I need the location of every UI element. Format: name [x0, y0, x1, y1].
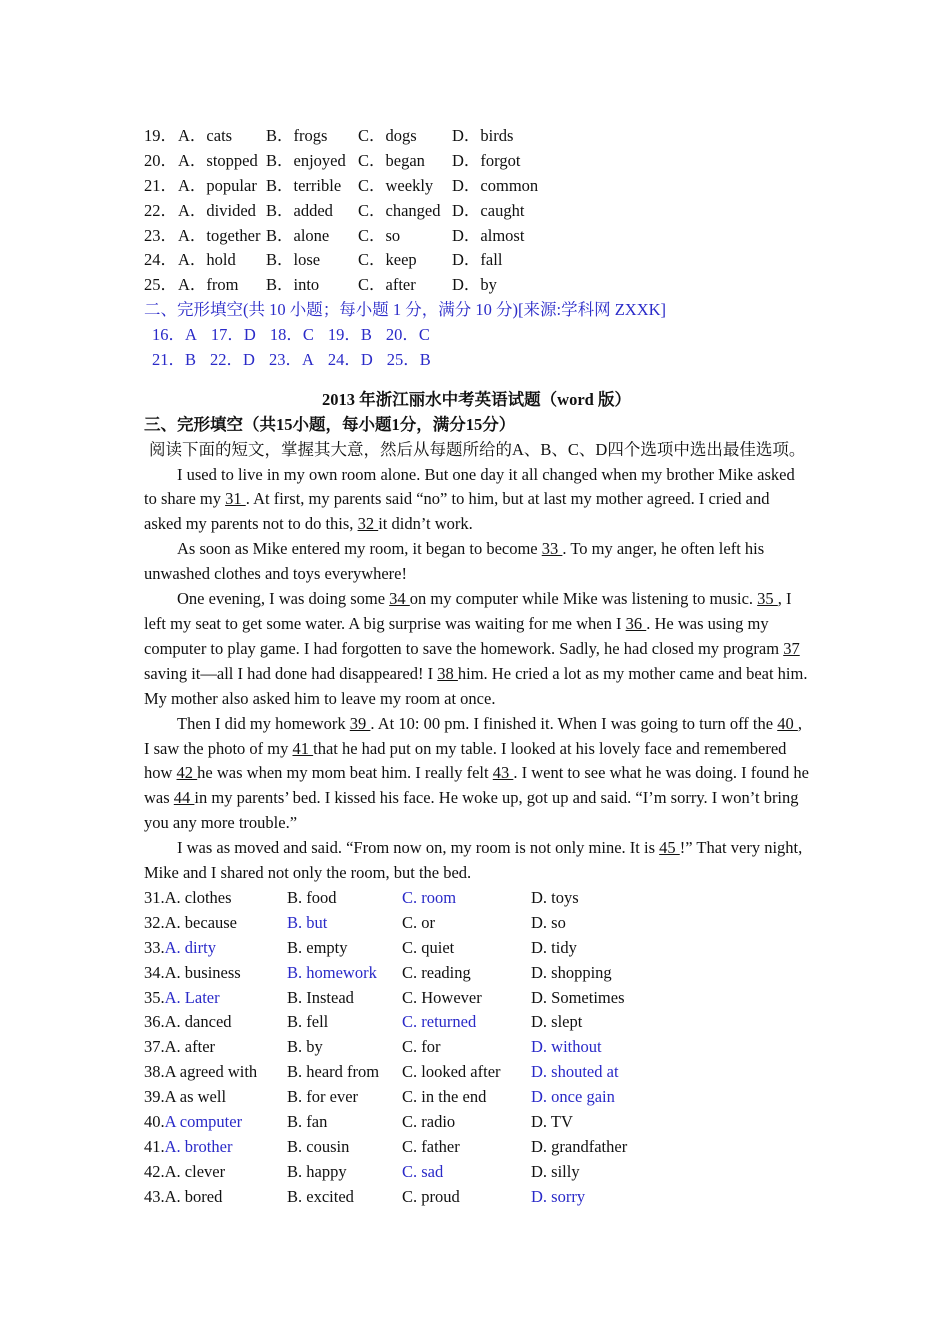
option-text: B. empty [287, 937, 348, 957]
document-page [144, 124, 809, 1210]
option-text: D. without [531, 1037, 602, 1057]
option-d: D．caught [452, 200, 525, 220]
blank-45: 45 [659, 838, 680, 858]
option-text: C. in the end [402, 1087, 487, 1107]
blank-42: 42 [176, 763, 198, 783]
option-text: A computer [164, 1112, 243, 1131]
option-c [402, 1110, 531, 1135]
option-a [144, 936, 287, 961]
answer-key: 19．B [327, 325, 372, 345]
option-text: B. excited [287, 1186, 354, 1206]
option-c [402, 1135, 531, 1160]
option-b [287, 936, 402, 961]
option-d [531, 936, 651, 961]
option-d: D．birds [452, 126, 514, 145]
question-number: 37. [144, 1037, 165, 1057]
option-text: D. TV [531, 1112, 573, 1131]
option-row [144, 1185, 809, 1210]
question-number: 25． [144, 275, 177, 295]
option-text: D. shopping [531, 962, 612, 982]
blank-31: 31 [225, 489, 246, 509]
option-d [531, 1160, 651, 1185]
blank-40: 40 [777, 713, 798, 733]
option-b: B．terrible [266, 175, 342, 195]
option-b [287, 1160, 402, 1185]
option-c [402, 911, 531, 936]
option-b [287, 1135, 402, 1160]
passage-paragraph-3: One evening, I was doing some 34 on my computer while Mike was listening to music. 35 , I left my seat to get some water. A big surprise was waiting for me when I 36 . He was using my computer to play game. I had forgotten to save the homework. Sadly, he had closed my program 37 saving it—all I had done had disappeared! I 38 him. He cried a lot as my mother came and beat him. My mother also asked him to leave my room at once. [144, 589, 808, 708]
option-c: C．dogs [358, 126, 417, 145]
option-b: B．added [266, 200, 333, 220]
option-c: C．after [358, 275, 416, 295]
blank-32: 32 [357, 514, 379, 534]
option-b: B．enjoyed [266, 150, 346, 170]
option-text: D. shouted at [531, 1062, 619, 1082]
option-d [531, 911, 651, 936]
option-a [144, 1060, 287, 1085]
option-b: B．lose [266, 250, 321, 270]
option-text: A. bored [164, 1186, 223, 1206]
document-title: 2013 年浙江丽水中考英语试题（word 版） [322, 389, 631, 409]
option-text: C. However [402, 987, 482, 1007]
option-b [287, 1085, 402, 1110]
question-number: 43. [144, 1186, 165, 1206]
option-b [287, 1035, 402, 1060]
option-d: D．forgot [452, 150, 521, 170]
passage-paragraph-2: As soon as Mike entered my room, it began to become 33 . To my anger, he often left his unwashed clothes and toys everywhere! [144, 539, 765, 584]
option-b: B．frogs [266, 126, 328, 145]
blank-35: 35 [757, 589, 778, 609]
answer-key: 16．A [152, 325, 197, 345]
option-a [144, 961, 287, 986]
option-text: D. silly [531, 1161, 580, 1181]
previous-answers-row-2 [144, 348, 809, 373]
option-a [144, 1110, 287, 1135]
option-text: B. Instead [287, 987, 354, 1007]
previous-answer-heading: 二、完形填空(共 10 小题；每小题 1 分，满分 10 分)[来源:学科网 ZXXK] [144, 300, 667, 320]
option-text: A. Later [164, 987, 220, 1007]
option-text: B. but [287, 912, 328, 932]
option-a [144, 911, 287, 936]
previous-answers-row-1 [144, 323, 809, 348]
option-c [402, 886, 531, 911]
option-d: D．common [452, 175, 539, 195]
option-a [144, 986, 287, 1011]
option-c: C．weekly [358, 175, 434, 195]
option-d [531, 1060, 651, 1085]
option-c [402, 1160, 531, 1185]
option-b [287, 1185, 402, 1210]
option-text: D. slept [531, 1012, 583, 1032]
question-number: 21． [144, 175, 177, 195]
question-number: 33. [144, 937, 165, 957]
option-row [144, 1160, 809, 1185]
option-text: B. fan [287, 1112, 328, 1131]
option-text: A as well [164, 1087, 227, 1107]
question-number: 42. [144, 1161, 165, 1181]
passage-paragraph-1: I used to live in my own room alone. But one day it all changed when my brother Mike asked to share my 31 . At first, my parents said “no” to him, but at last my mother agreed. I cried and asked my parents not to do this, 32 it didn’t work. [144, 464, 795, 534]
option-text: C. quiet [402, 937, 455, 957]
option-text: C. room [402, 887, 457, 907]
option-c [402, 1085, 531, 1110]
option-text: A. brother [164, 1136, 233, 1156]
option-a: A．divided [178, 200, 256, 220]
option-row [144, 1135, 809, 1160]
option-a: A．popular [178, 175, 257, 195]
answer-key: 24．D [327, 350, 373, 370]
option-text: A. business [164, 962, 241, 982]
previous-option-row [144, 224, 809, 249]
question-number: 39. [144, 1087, 165, 1107]
option-text: C. radio [402, 1112, 456, 1131]
option-a [144, 1035, 287, 1060]
answer-key: 20．C [385, 325, 430, 345]
previous-options-list [144, 124, 809, 298]
option-b [287, 961, 402, 986]
option-c: C．so [358, 225, 401, 245]
answer-key: 21．B [152, 350, 197, 370]
option-text: B. happy [287, 1161, 347, 1181]
option-c [402, 1060, 531, 1085]
answer-key: 25．B [386, 350, 431, 370]
option-b [287, 1010, 402, 1035]
option-text: C. or [402, 912, 435, 932]
question-number: 32. [144, 912, 165, 932]
option-c [402, 986, 531, 1011]
option-a [144, 1160, 287, 1185]
option-a: A．from [178, 275, 239, 295]
option-a [144, 1085, 287, 1110]
option-text: C. reading [402, 962, 471, 982]
option-c: C．changed [358, 200, 441, 220]
option-text: A. because [164, 912, 238, 932]
option-d [531, 1110, 651, 1135]
option-text: C. looked after [402, 1062, 501, 1082]
option-d [531, 1135, 651, 1160]
option-b [287, 886, 402, 911]
option-d: D．by [452, 275, 497, 295]
option-text: D. tidy [531, 937, 577, 957]
instruction-text: 阅读下面的短文，掌握其大意，然后从每题所给的A、B、C、D四个选项中选出最佳选项。 [149, 439, 806, 459]
option-text: C. returned [402, 1012, 477, 1032]
option-b [287, 986, 402, 1011]
option-b: B．alone [266, 225, 330, 245]
blank-41: 41 [292, 738, 314, 758]
option-text: D. grandfather [531, 1136, 628, 1156]
option-c [402, 1035, 531, 1060]
option-text: A. clever [164, 1161, 226, 1181]
option-d [531, 1185, 651, 1210]
option-text: B. cousin [287, 1136, 350, 1156]
previous-option-row [144, 248, 809, 273]
option-b [287, 911, 402, 936]
answer-options-list [144, 886, 809, 1210]
option-b: B．into [266, 275, 320, 295]
option-text: D. toys [531, 887, 579, 907]
question-number: 38. [144, 1062, 165, 1082]
option-d [531, 1010, 651, 1035]
option-b [287, 1110, 402, 1135]
option-c: C．began [358, 150, 425, 170]
option-a: A．together [178, 225, 261, 245]
option-d [531, 986, 651, 1011]
option-d: D．fall [452, 250, 503, 270]
blank-36: 36 [625, 614, 647, 634]
answer-key: 23．A [268, 350, 314, 370]
option-row [144, 911, 809, 936]
option-a: A．cats [178, 126, 233, 145]
question-number: 35. [144, 987, 165, 1007]
option-text: C. sad [402, 1161, 444, 1181]
option-text: D. Sometimes [531, 987, 625, 1007]
question-number: 23． [144, 225, 177, 245]
option-a [144, 886, 287, 911]
option-text: A. danced [164, 1012, 232, 1032]
option-c [402, 1010, 531, 1035]
option-text: A. after [164, 1037, 216, 1057]
option-d [531, 961, 651, 986]
option-d: D．almost [452, 225, 525, 245]
blank-38: 38 [437, 663, 458, 683]
option-row [144, 1085, 809, 1110]
option-text: C. for [402, 1037, 441, 1057]
option-text: B. for ever [287, 1087, 359, 1107]
question-number: 22． [144, 200, 177, 220]
blank-39: 39 [349, 713, 371, 733]
passage-paragraph-4: Then I did my homework 39 . At 10: 00 pm. I finished it. When I was going to turn off the 40 , I saw the photo of my 41 that he had put on my table. I looked at his lovely face and remembered how 42 he was when my mom beat him. I really felt 43 . I went to see what he was doing. I found he was 44 in my parents’ bed. I kissed his face. He woke up, got up and said. “I’m sorry. I won’t bring you any more trouble.” [144, 713, 809, 833]
passage-paragraph-5: I was as moved and said. “From now on, my room is not only mine. It is 45 !” That very night, Mike and I shared not only the room, but the bed. [144, 838, 803, 883]
option-row [144, 936, 809, 961]
previous-option-row [144, 174, 809, 199]
answer-key: 17．D [210, 325, 256, 345]
option-a [144, 1185, 287, 1210]
option-text: D. so [531, 912, 566, 932]
option-text: C. proud [402, 1186, 460, 1206]
blank-33: 33 [541, 539, 563, 559]
question-number: 20． [144, 150, 177, 170]
question-number: 19． [144, 126, 177, 145]
option-text: A agreed with [164, 1062, 258, 1082]
blank-34: 34 [389, 589, 410, 609]
previous-option-row [144, 149, 809, 174]
section-heading: 三、完形填空（共15小题，每小题1分，满分15分） [144, 414, 516, 434]
option-a [144, 1135, 287, 1160]
question-number: 40. [144, 1112, 165, 1131]
option-row [144, 1035, 809, 1060]
option-a [144, 1010, 287, 1035]
option-b [287, 1060, 402, 1085]
option-text: B. homework [287, 962, 377, 982]
option-text: D. once gain [531, 1087, 615, 1107]
previous-option-row [144, 124, 809, 149]
blank-37: 37 [783, 638, 800, 658]
option-d [531, 1085, 651, 1110]
option-row [144, 1110, 809, 1135]
option-c [402, 1185, 531, 1210]
blank-43: 43 [492, 763, 514, 783]
option-text: B. fell [287, 1012, 329, 1032]
option-row [144, 961, 809, 986]
option-a: A．stopped [178, 150, 258, 170]
answer-key: 22．D [210, 350, 255, 370]
option-text: B. by [287, 1037, 323, 1057]
option-d [531, 886, 651, 911]
option-row [144, 986, 809, 1011]
option-c [402, 961, 531, 986]
question-number: 24． [144, 250, 177, 270]
question-number: 34. [144, 962, 165, 982]
option-row [144, 1060, 809, 1085]
question-number: 31. [144, 887, 165, 907]
question-number: 36. [144, 1012, 165, 1032]
previous-option-row [144, 273, 809, 298]
option-d [531, 1035, 651, 1060]
option-a: A．hold [178, 250, 236, 270]
option-text: B. heard from [287, 1062, 380, 1082]
option-row [144, 1010, 809, 1035]
option-c [402, 936, 531, 961]
option-text: A. dirty [164, 937, 216, 957]
option-c: C．keep [358, 250, 417, 270]
option-text: D. sorry [531, 1186, 586, 1206]
option-text: A. clothes [164, 887, 232, 907]
answer-key: 18．C [269, 325, 314, 345]
option-text: B. food [287, 887, 337, 907]
question-number: 41. [144, 1136, 165, 1156]
option-text: C. father [402, 1136, 460, 1156]
blank-44: 44 [173, 788, 195, 808]
previous-option-row [144, 199, 809, 224]
option-row [144, 886, 809, 911]
